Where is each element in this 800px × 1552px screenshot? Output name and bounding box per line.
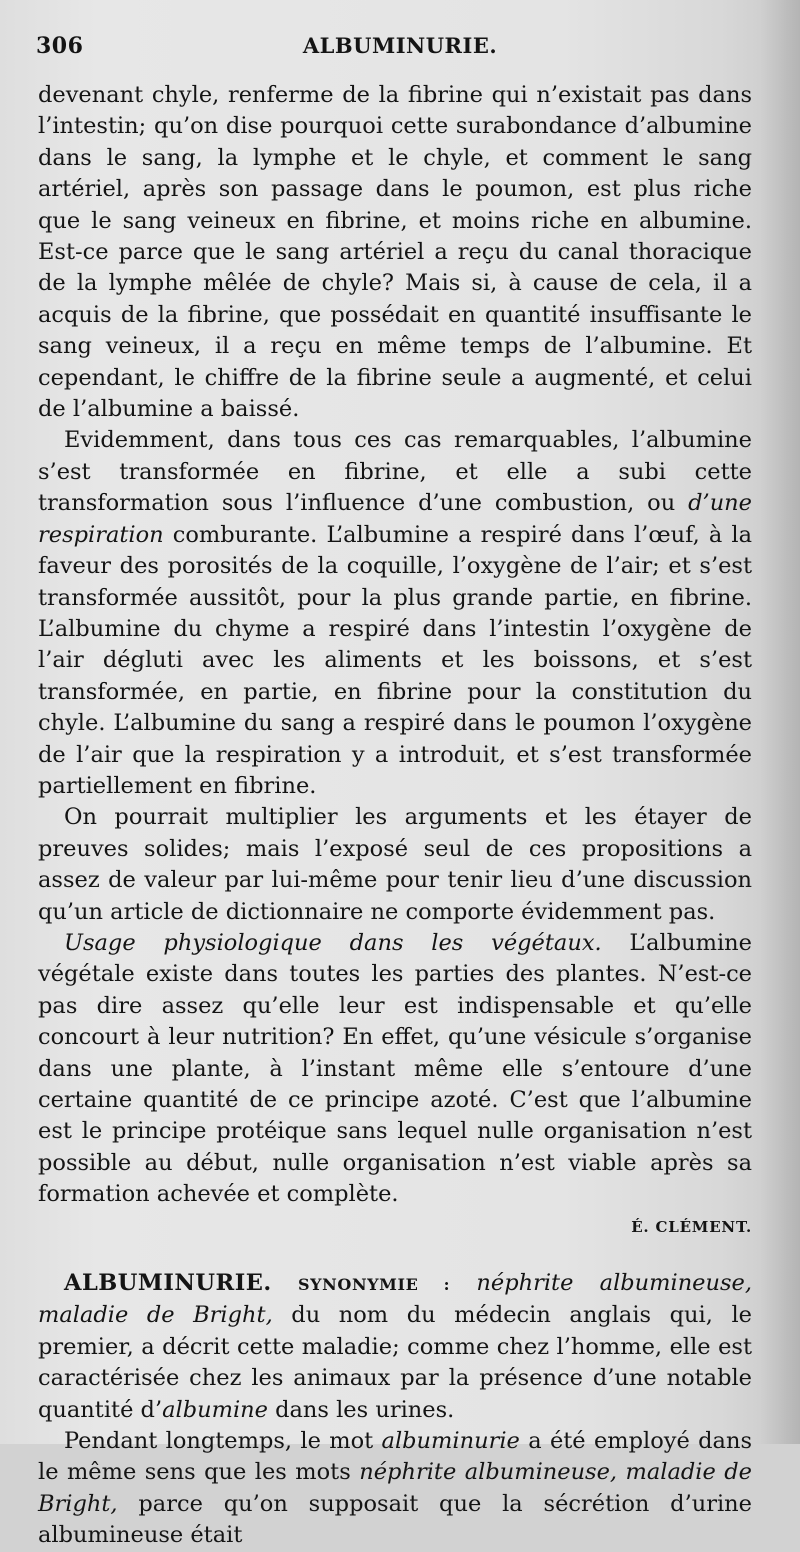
synonyms: néphrite albumineuse, maladie de Bright,	[38, 1270, 753, 1329]
paragraph-6	[38, 1426, 752, 1552]
paragraph-6-text-b: a été employé dans le même sens que les mots	[38, 1428, 752, 1486]
paragraph-6-italic-2: néphrite albumineuse, maladie de Bright,	[38, 1459, 752, 1517]
paragraph-1: devenant chyle, renferme de la fibrine qui n’existait pas dans l’intestin; qu’on dise pourquoi cette surabondance d’albumine dans le sang, la lymphe et le chyle, et comment le sang artériel, après son passage dans le poumon, est plus riche que le sang veineux en fibrine, et moins riche en albumine. Est-ce parce que le sang artériel a reçu du canal thoracique de la lymphe mêlée de chyle? Mais si, à cause de cela, il a acquis de la fibrine, que possédait en quantité insuffisante le sang veineux, il a reçu en même temps de l’albumine. Et cependant, le chiffre de la fibrine seule a augmenté, et celui de l’albumine a baissé.	[38, 82, 752, 423]
page-body	[38, 80, 752, 1552]
page-edge-shadow	[760, 0, 800, 1444]
section-heading-italic: Usage physiologique dans les végétaux.	[64, 929, 602, 956]
paragraph-4	[38, 928, 752, 1211]
article-separator	[38, 1242, 752, 1268]
article-intro-text-a: du nom du médecin anglais qui, le premier, a décrit cette maladie; comme chez l’homme, elle est caractérisée chez les animaux par la présence d’une notable quantité d’	[38, 1302, 752, 1423]
page-number: 306	[36, 33, 84, 59]
author-signature: É. CLÉMENT.	[631, 1217, 752, 1236]
running-head: ALBUMINURIE.	[302, 33, 498, 58]
article-intro-italic: albumine	[162, 1396, 268, 1423]
signature-line	[38, 1211, 752, 1242]
paragraph-6-text-a: Pendant longtemps, le mot	[64, 1428, 382, 1455]
article-intro-text-b: dans les urines.	[267, 1396, 455, 1423]
paragraph-2-text-b: comburante. L’albumine a respiré dans l’œuf, à la faveur des porosités de la coquille, l’oxygène de l’air; et s’est transformée aussitôt, pour la plus grande partie, en fibrine. L’albumine du chyme a respiré dans l’intestin l’oxygène de l’air dégluti avec les aliments et les boissons, et s’est transformée, en partie, en fibrine pour la constitution du chyle. L’albumine du sang a respiré dans le poumon l’oxygène de l’air que la respiration y a introduit, et s’est transformée partiellement en fibrine.	[38, 521, 752, 799]
paragraph-4-text: L’albumine végétale existe dans toutes les parties des plantes. N’est-ce pas dire assez qu’elle leur est indispensable et qu’elle concourt à leur nutrition? En effet, qu’une vésicule s’organise dans une plante, à l’instant même elle s’entoure d’une certaine quantité de ce principe azoté. C’est que l’albumine est le principe protéique sans lequel nulle organisation n’est possible au début, nulle organisation n’est viable après sa formation achevée et complète.	[38, 929, 752, 1208]
paragraph-3: On pourrait multiplier les arguments et les étayer de preuves solides; mais l’exposé seul de ces propositions a assez de valeur par lui-même pour tenir lieu d’une discussion qu’un article de dictionnaire ne comporte évidemment pas.	[38, 804, 752, 925]
paragraph-2	[38, 425, 752, 802]
paragraph-2-text-a: Evidemment, dans tous ces cas remarquables, l’albumine s’est transformée en fibrine, et elle a subi cette transformation sous l’influence d’une combustion, ou	[38, 427, 752, 517]
paragraph-6-text-c: parce qu’on supposait que la sécrétion d’urine albumineuse était	[38, 1490, 752, 1549]
paragraph-2-italic: d’une respiration	[38, 490, 752, 548]
article-title: ALBUMINURIE.	[64, 1270, 272, 1297]
article-intro	[38, 1268, 752, 1426]
synonymy-label: SYNONYMIE :	[298, 1275, 451, 1295]
paragraph-6-italic-1: albuminurie	[381, 1428, 520, 1455]
